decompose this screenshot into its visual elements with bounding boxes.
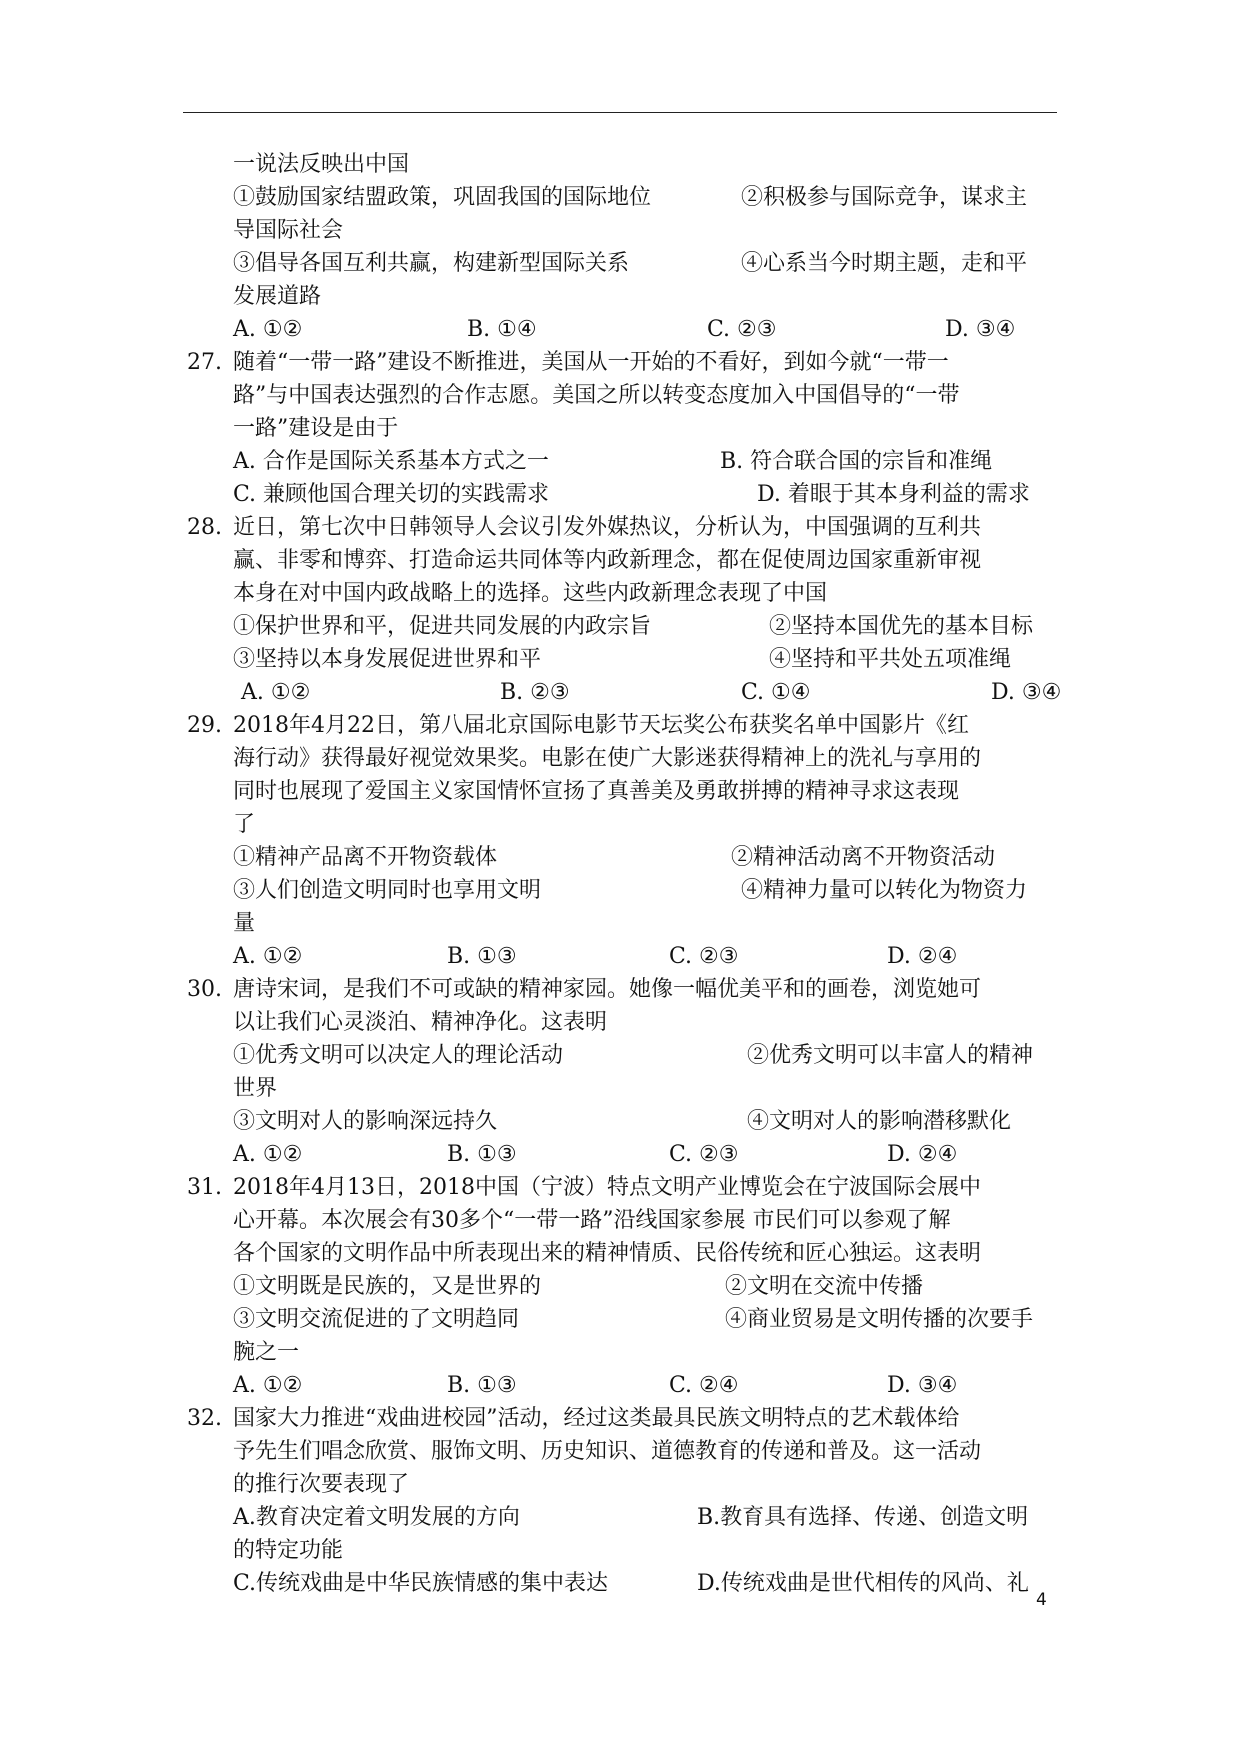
question-number: 29.: [187, 713, 222, 738]
question-text: 国家大力推进“戏曲进校园”活动，经过这类最具民族文明特点的艺术载体给: [233, 1406, 960, 1431]
question-text: 近日，第七次中日韩领导人会议引发外媒热议，分析认为，中国强调的互利共: [233, 515, 982, 540]
question-text: 随着“一带一路”建设不断推进，美国从一开始的不看好，到如今就“一带一: [233, 350, 949, 375]
option-4: ④商业贸易是文明传播的次要手: [725, 1307, 1034, 1332]
option-2-cont: 世界: [233, 1076, 278, 1101]
answer-b-cont: 的特定功能: [233, 1538, 344, 1563]
answer-b: B.教育具有选择、传递、创造文明: [697, 1505, 1029, 1530]
option-2-cont: 导国际社会: [233, 218, 344, 243]
question-number: 32.: [187, 1406, 222, 1431]
answer-a: A. ①②: [233, 1142, 303, 1167]
option-1: ①精神产品离不开物资载体: [233, 845, 498, 870]
option-4-cont: 腕之一: [233, 1340, 300, 1365]
option-3: ③坚持以本身发展促进世界和平: [233, 647, 542, 672]
answer-d: D.传统戏曲是世代相传的风尚、礼: [697, 1571, 1029, 1596]
option-4-cont: 发展道路: [233, 284, 322, 309]
answer-b: B. ①③: [447, 944, 517, 969]
answer-c: C. ②③: [669, 1142, 739, 1167]
question-text: 路”与中国表达强烈的合作志愿。美国之所以转变态度加入中国倡导的“一带: [233, 383, 960, 408]
question-text: 同时也展现了爱国主义家国情怀宣扬了真善美及勇敢拼搏的精神寻求这表现: [233, 779, 960, 804]
answer-b: B. ①④: [467, 317, 537, 342]
question-text: 的推行次要表现了: [233, 1472, 410, 1497]
question-text: 唐诗宋词，是我们不可或缺的精神家园。她像一幅优美平和的画卷，浏览她可: [233, 977, 982, 1002]
question-text: 2018年4月22日，第八届北京国际电影节天坛奖公布获奖名单中国影片《红: [233, 713, 969, 738]
answer-b: B. 符合联合国的宗旨和准绳: [720, 449, 993, 474]
answer-a: A. ①②: [233, 317, 303, 342]
question-number: 28.: [187, 515, 222, 540]
option-3: ③倡导各国互利共赢，构建新型国际关系: [233, 251, 630, 276]
answer-a: A.教育决定着文明发展的方向: [233, 1505, 520, 1530]
answer-d: D. ②④: [887, 944, 958, 969]
question-stem: 一说法反映出中国: [233, 152, 410, 177]
question-number: 30.: [187, 977, 222, 1002]
option-4: ④坚持和平共处五项准绳: [769, 647, 1012, 672]
question-number: 27.: [187, 350, 222, 375]
answer-b: B. ②③: [500, 680, 570, 705]
answer-d: D. ③④: [887, 1373, 958, 1398]
option-2: ②优秀文明可以丰富人的精神: [747, 1043, 1034, 1068]
answer-c: C.传统戏曲是中华民族情感的集中表达: [233, 1571, 609, 1596]
question-number: 31.: [187, 1175, 222, 1200]
option-1: ①文明既是民族的，又是世界的: [233, 1274, 542, 1299]
answer-a: A. 合作是国际关系基本方式之一: [233, 449, 549, 474]
question-text: 了: [233, 812, 256, 837]
question-text: 本身在对中国内政战略上的选择。这些内政新理念表现了中国: [233, 581, 828, 606]
option-2: ②坚持本国优先的基本目标: [769, 614, 1034, 639]
answer-d: D. ③④: [991, 680, 1062, 705]
answer-c: C. ②③: [669, 944, 739, 969]
answer-c: C. ②④: [669, 1373, 739, 1398]
option-1: ①保护世界和平，促进共同发展的内政宗旨: [233, 614, 652, 639]
page-number: 4: [1036, 1590, 1047, 1610]
question-text: 赢、非零和博弈、打造命运共同体等内政新理念，都在促使周边国家重新审视: [233, 548, 982, 573]
question-text: 以让我们心灵淡泊、精神净化。这表明: [233, 1010, 608, 1035]
option-1: ①优秀文明可以决定人的理论活动: [233, 1043, 564, 1068]
question-text: 海行动》获得最好视觉效果奖。电影在使广大影迷获得精神上的洗礼与享用的: [233, 746, 982, 771]
answer-d: D. ③④: [945, 317, 1016, 342]
option-4: ④精神力量可以转化为物资力: [741, 878, 1028, 903]
option-4-cont: 量: [233, 911, 256, 936]
answer-c: C. 兼顾他国合理关切的实践需求: [233, 482, 550, 507]
question-text: 予先生们唱念欣赏、服饰文明、历史知识、道德教育的传递和普及。这一活动: [233, 1439, 982, 1464]
answer-b: B. ①③: [447, 1373, 517, 1398]
answer-a: A. ①②: [241, 680, 311, 705]
option-2: ②精神活动离不开物资活动: [731, 845, 996, 870]
header-rule: [183, 112, 1057, 113]
question-text: 各个国家的文明作品中所表现出来的精神情质、民俗传统和匠心独运。这表明: [233, 1241, 982, 1266]
option-3: ③人们创造文明同时也享用文明: [233, 878, 542, 903]
answer-a: A. ①②: [233, 944, 303, 969]
option-1: ①鼓励国家结盟政策，巩固我国的国际地位: [233, 185, 652, 210]
question-text: 2018年4月13日，2018中国（宁波）特点文明产业博览会在宁波国际会展中: [233, 1175, 981, 1200]
option-4: ④文明对人的影响潜移默化: [747, 1109, 1012, 1134]
answer-d: D. 着眼于其本身利益的需求: [757, 482, 1030, 507]
answer-d: D. ②④: [887, 1142, 958, 1167]
option-2: ②文明在交流中传播: [725, 1274, 924, 1299]
option-3: ③文明对人的影响深远持久: [233, 1109, 498, 1134]
answer-c: C. ②③: [707, 317, 777, 342]
option-4: ④心系当今时期主题，走和平: [741, 251, 1028, 276]
answer-c: C. ①④: [741, 680, 811, 705]
answer-b: B. ①③: [447, 1142, 517, 1167]
question-text: 一路”建设是由于: [233, 416, 399, 441]
question-text: 心开幕。本次展会有30多个“一带一路”沿线国家参展 市民们可以参观了解: [233, 1208, 951, 1233]
option-3: ③文明交流促进的了文明趋同: [233, 1307, 520, 1332]
option-2: ②积极参与国际竞争，谋求主: [741, 185, 1028, 210]
answer-a: A. ①②: [233, 1373, 303, 1398]
